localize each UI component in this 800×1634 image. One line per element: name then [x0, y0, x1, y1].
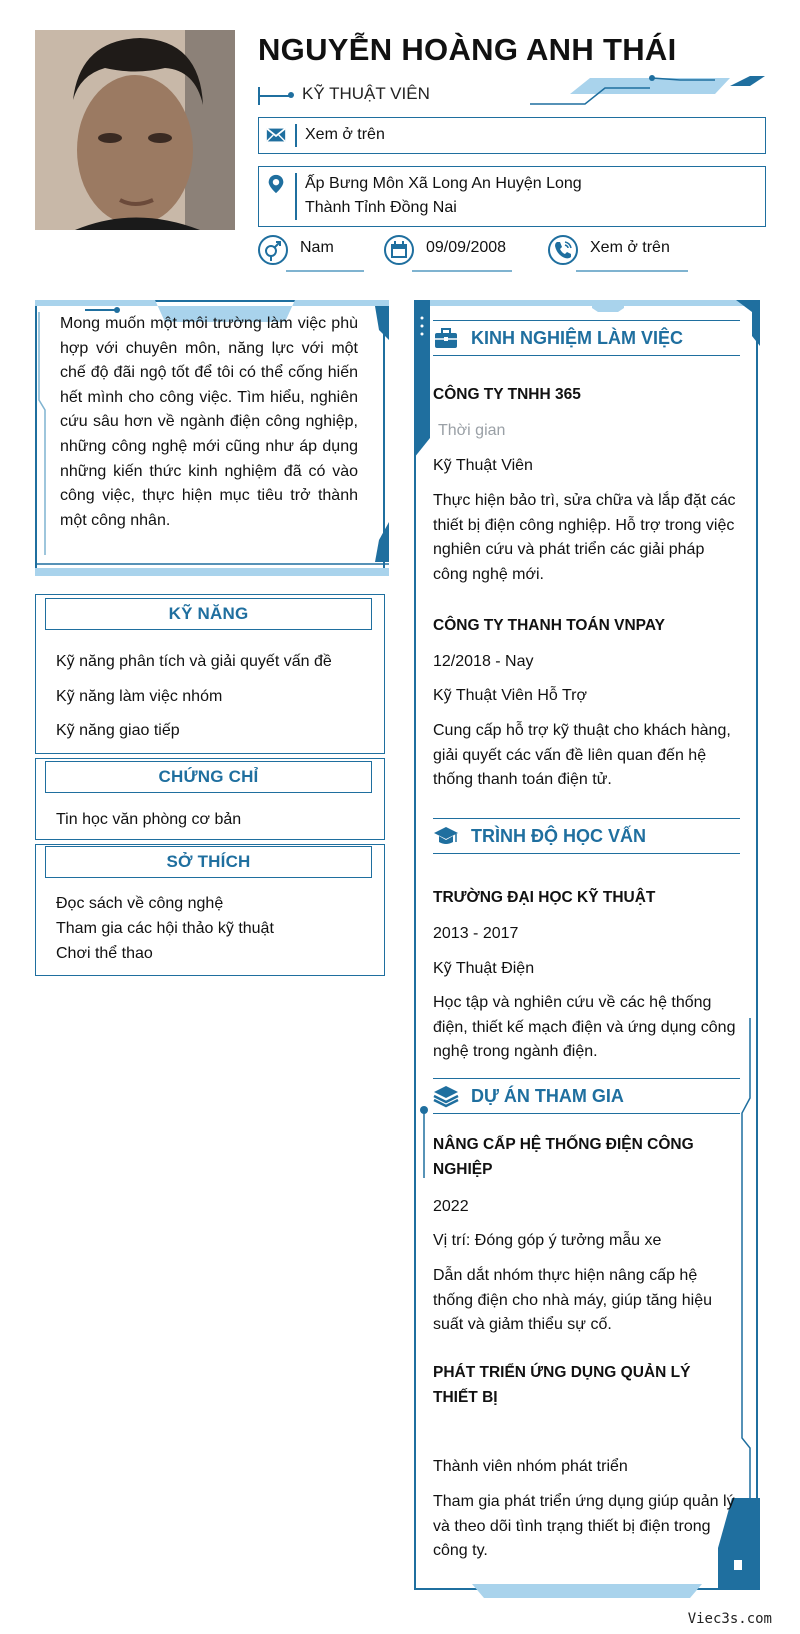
gender-field: [258, 235, 368, 275]
education-description: Học tập và nghiên cứu về các hệ thống điện, thiết kế mạch điện và ứng dụng công nghệ trong ngành điện.: [433, 994, 736, 1060]
hobby-item: Chơi thể thao: [56, 945, 153, 962]
experience-company: CÔNG TY TNHH 365: [433, 386, 581, 403]
experience-description: Thực hiện bảo trì, sửa chữa và lắp đặt các thiết bị điện công nghiệp. Hỗ trợ trong việc nghiên cứu và phát triển các giải pháp công nghệ mới.: [433, 492, 736, 583]
certificate-item: Tin học văn phòng cơ bản: [56, 811, 242, 828]
projects-heading: [433, 1078, 740, 1114]
circuit-decoration: [530, 72, 765, 112]
hobby-item: Đọc sách về công nghệ: [56, 895, 224, 912]
birthday-field: [384, 235, 519, 275]
certificates-heading: CHỨNG CHỈ: [45, 761, 372, 793]
experience-role: Kỹ Thuật Viên: [433, 457, 533, 474]
title-decoration: [258, 95, 292, 97]
project-name: NÂNG CẤP HỆ THỐNG ĐIỆN CÔNG NGHIỆP: [433, 1136, 694, 1178]
underline: [412, 270, 512, 272]
skills-heading: KỸ NĂNG: [45, 598, 372, 630]
experience-role: Kỹ Thuật Viên Hỗ Trợ: [433, 687, 587, 704]
separator: [295, 124, 297, 147]
experience-description: Cung cấp hỗ trợ kỹ thuật cho khách hàng, giải quyết các vấn đề liên quan đến hệ thống thanh toán điện tử.: [433, 722, 731, 788]
skill-item: Kỹ năng phân tích và giải quyết vấn đề: [56, 653, 332, 670]
address-box: [258, 166, 766, 227]
education-major: Kỹ Thuật Điện: [433, 960, 535, 977]
job-title: KỸ THUẬT VIÊN: [302, 84, 430, 103]
projects-heading-text: DỰ ÁN THAM GIA: [471, 1086, 624, 1106]
underline: [576, 270, 688, 272]
profile-photo: [35, 30, 235, 230]
gender-icon-circle: [258, 235, 288, 265]
person-portrait: [35, 30, 235, 230]
address-line-2: Thành Tỉnh Đồng Nai: [305, 199, 457, 216]
experience-heading: [433, 320, 740, 356]
email-value: Xem ở trên: [305, 126, 385, 143]
briefcase-icon: [433, 325, 459, 351]
phone-field: [548, 235, 698, 275]
project-description: Dẫn dắt nhóm thực hiện nâng cấp hệ thống điện cho nhà máy, giúp tăng hiệu suất và giảm thiểu sự cố.: [433, 1267, 713, 1333]
experience-heading-text: KINH NGHIỆM LÀM VIỆC: [471, 328, 684, 348]
skill-item: Kỹ năng làm việc nhóm: [56, 688, 223, 705]
calendar-icon-circle: [384, 235, 414, 265]
skill-item: Kỹ năng giao tiếp: [56, 722, 180, 739]
hobby-item: Tham gia các hội thảo kỹ thuật: [56, 920, 274, 937]
education-heading: [433, 818, 740, 854]
project-time: 2022: [433, 1198, 469, 1215]
footer-watermark[interactable]: Viec3s.com: [687, 1611, 772, 1627]
gender-value: Nam: [300, 239, 334, 256]
graduation-cap-icon: [433, 823, 459, 849]
underline: [286, 270, 364, 272]
project-name: PHÁT TRIỂN ỨNG DỤNG QUẢN LÝ THIẾT BỊ: [433, 1364, 691, 1406]
experience-company: CÔNG TY THANH TOÁN VNPAY: [433, 617, 665, 634]
gender-icon: [260, 237, 286, 263]
candidate-name: NGUYỄN HOÀNG ANH THÁI: [258, 32, 677, 67]
education-time: 2013 - 2017: [433, 925, 519, 942]
email-box: [258, 117, 766, 154]
calendar-icon: [386, 237, 412, 263]
envelope-icon: [265, 124, 287, 146]
project-role: Vị trí: Đóng góp ý tưởng mẫu xe: [433, 1232, 662, 1249]
education-heading-text: TRÌNH ĐỘ HỌC VẤN: [471, 826, 646, 846]
location-pin-icon: [265, 173, 287, 195]
summary-text: Mong muốn một môi trường làm việc phù hợp với chuyên môn, năng lực với một chế độ đãi ngộ tốt để tôi có thể cống hiến hết mình cho công việc. Tìm hiểu, nghiên cứu sâu hơn về ngành điện công nghiệp, những công nghệ mới cũng như áp dụng những kiến thức kinh nghiệm đã có vào công việc, thực hiện mục tiêu trở thành một công nhân.: [60, 315, 358, 529]
project-role: Thành viên nhóm phát triển: [433, 1458, 628, 1475]
phone-value: Xem ở trên: [590, 239, 670, 256]
education-school: TRƯỜNG ĐẠI HỌC KỸ THUẬT: [433, 889, 656, 906]
experience-time: Thời gian: [438, 422, 506, 439]
layers-icon: [433, 1083, 459, 1109]
experience-time: 12/2018 - Nay: [433, 653, 534, 670]
project-description: Tham gia phát triển ứng dụng giúp quản lý và theo dõi tình trạng thiết bị điện trong công ty.: [433, 1493, 735, 1559]
birthday-value: 09/09/2008: [426, 239, 507, 256]
address-line-1: Ấp Bưng Môn Xã Long An Huyện Long: [305, 175, 582, 192]
phone-icon: [550, 237, 576, 263]
separator: [295, 173, 297, 220]
phone-icon-circle: [548, 235, 578, 265]
hobbies-heading: SỞ THÍCH: [45, 846, 372, 878]
